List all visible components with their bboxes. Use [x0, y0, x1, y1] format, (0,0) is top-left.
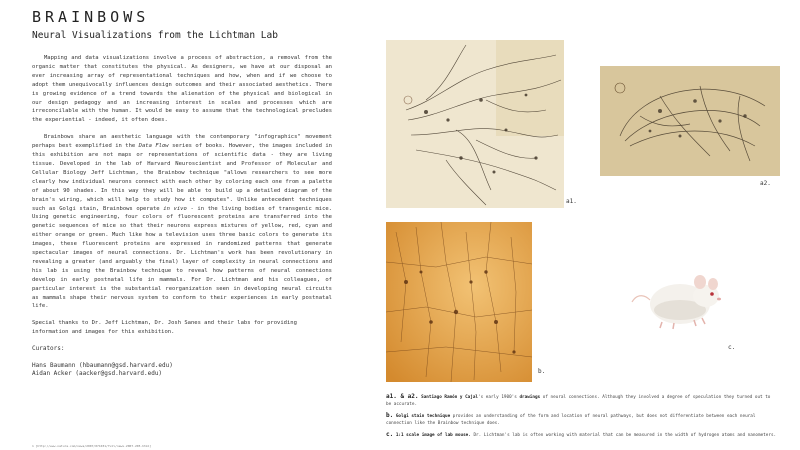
text-column	[32, 54, 332, 378]
lab-mouse-image	[628, 262, 726, 334]
caption-c-text: Dr. Lichtman's lab is often working with material that can be measured in the width of hydrogen atoms and nanometers.	[470, 433, 777, 438]
curators-label: Curators:	[32, 345, 65, 353]
intro-paragraph: Mapping and data visualizations involve a process of abstraction, a removal from the organic matter that constitutes the physical. As designers, we have at our disposal an ever increasing array of representational techniques and how, when and if we choose to adopt them unequivocally influences design outcomes and their associated aesthetics. There is growing evidence of a trend towards the alienation of the physical and biological in our design pedagogy and an increasing interest in scales and processes which are irreconcilable with the human. It would be easy to assume that the technological precludes the experiential - indeed, it often does.	[32, 55, 332, 124]
curator-1: Hans Baumann (hbaumann@gsd.harvard.edu)	[32, 362, 173, 370]
caption-a-text-1: 's early 1900's	[478, 395, 520, 400]
caption-c-key: c.	[386, 431, 394, 438]
cajal-drawing-a2-illustration	[600, 66, 780, 176]
figure-b-label: b.	[538, 368, 546, 375]
caption-c	[386, 432, 778, 440]
cajal-drawing-a1-illustration	[386, 40, 564, 208]
caption-c-bold: 1:1 scale image of lab mouse.	[395, 433, 471, 438]
golgi-stain-image	[386, 222, 532, 382]
caption-a	[386, 394, 778, 408]
curator-2: Aidan Acker (aacker@gsd.harvard.edu)	[32, 370, 163, 378]
caption-a-key: a1. & a2.	[386, 393, 419, 400]
caption-b	[386, 413, 778, 427]
page-subtitle: Neural Visualizations from the Lichtman Lab	[32, 30, 278, 41]
caption-a-bold-2: drawings	[519, 395, 541, 400]
brainbow-text-1: Brainbows share an aesthetic language with the contemporary "infographics" movement perhaps best exemplified in the	[32, 134, 332, 150]
brainbow-paragraph	[32, 133, 332, 311]
figure-a2-label: a2.	[760, 180, 771, 187]
brainbow-text-2: series of books. However, the images included in this exhibition are not maps or representations of scientific data - they are living tissue. Developed in the lab of Harvard Neuroscientist and Professor of Molecular and Cellular Biology Jeff Lichtman, the Brainbow technique "allows researchers to see more clearly how individual neurons connect with each other by coloring each one from a palette of about 90 shades. In this way they will be able to build up a detailed diagram of the brain's wiring, which will help to study how it computes". Unlike antecedent techniques such as Golgi stain, Brainbows operate	[32, 143, 332, 212]
caption-a-text-2: of neural connections. Although they involved a degree of speculation they turned out to be accurate.	[386, 395, 771, 407]
cajal-drawing-a2	[600, 66, 780, 176]
caption-b-bold: Golgi stain technique	[395, 414, 451, 419]
footnote: 1 [http://www.nature.com/news/2007/071031/full/news.2007.205.html]	[32, 444, 152, 448]
brainbow-text-3: - in the living bodies of transgenic mice. Using genetic engineering, four colors of fluorescent proteins are transferred into the genetic sequences of mice so that their neurons express mixtures of yellow, red, cyan and either orange or green. Much like how a television uses three basic colors to generate its images, these fluorescent proteins are expressed in randomized patterns that generate spectacular images of neural connections. Dr. Lichtman's work has been revolutionary in revealing a greater (and arguably the final) layer of complexity in neural connections and his lab is using the Brainbow technique to reveal how patterns of neural connections develop in early postnatal life in mammals. For Dr. Lichtman and his colleagues, of particular interest is the substantial reorganization seen in developing neural circuits as mammals shape their nervous system to conform to their experiences in early postnatal life.	[32, 205, 332, 310]
caption-b-text: provides an understanding of the form and location of neural pathways, but does not differentiate between each neural connection like the Brainbow technique does.	[386, 414, 756, 426]
data-flow-italic: Data Flow	[138, 143, 169, 150]
in-vivo-italic: in vivo	[163, 205, 187, 212]
caption-b-key: b.	[386, 412, 394, 419]
golgi-stain-illustration	[386, 222, 532, 382]
thanks-paragraph: Special thanks to Dr. Jeff Lichtman, Dr. Josh Sanes and their labs for providing information and images for this exhibition.	[32, 320, 297, 336]
cajal-drawing-a1	[386, 40, 564, 208]
page-title: BRAINBOWS	[32, 8, 150, 26]
lab-mouse-illustration	[628, 262, 726, 334]
figure-c-label: c.	[728, 344, 736, 351]
figure-a1-label: a1.	[566, 198, 577, 205]
figure-captions	[386, 394, 778, 445]
caption-a-bold: Santiago Ramón y Cajal	[421, 395, 479, 400]
